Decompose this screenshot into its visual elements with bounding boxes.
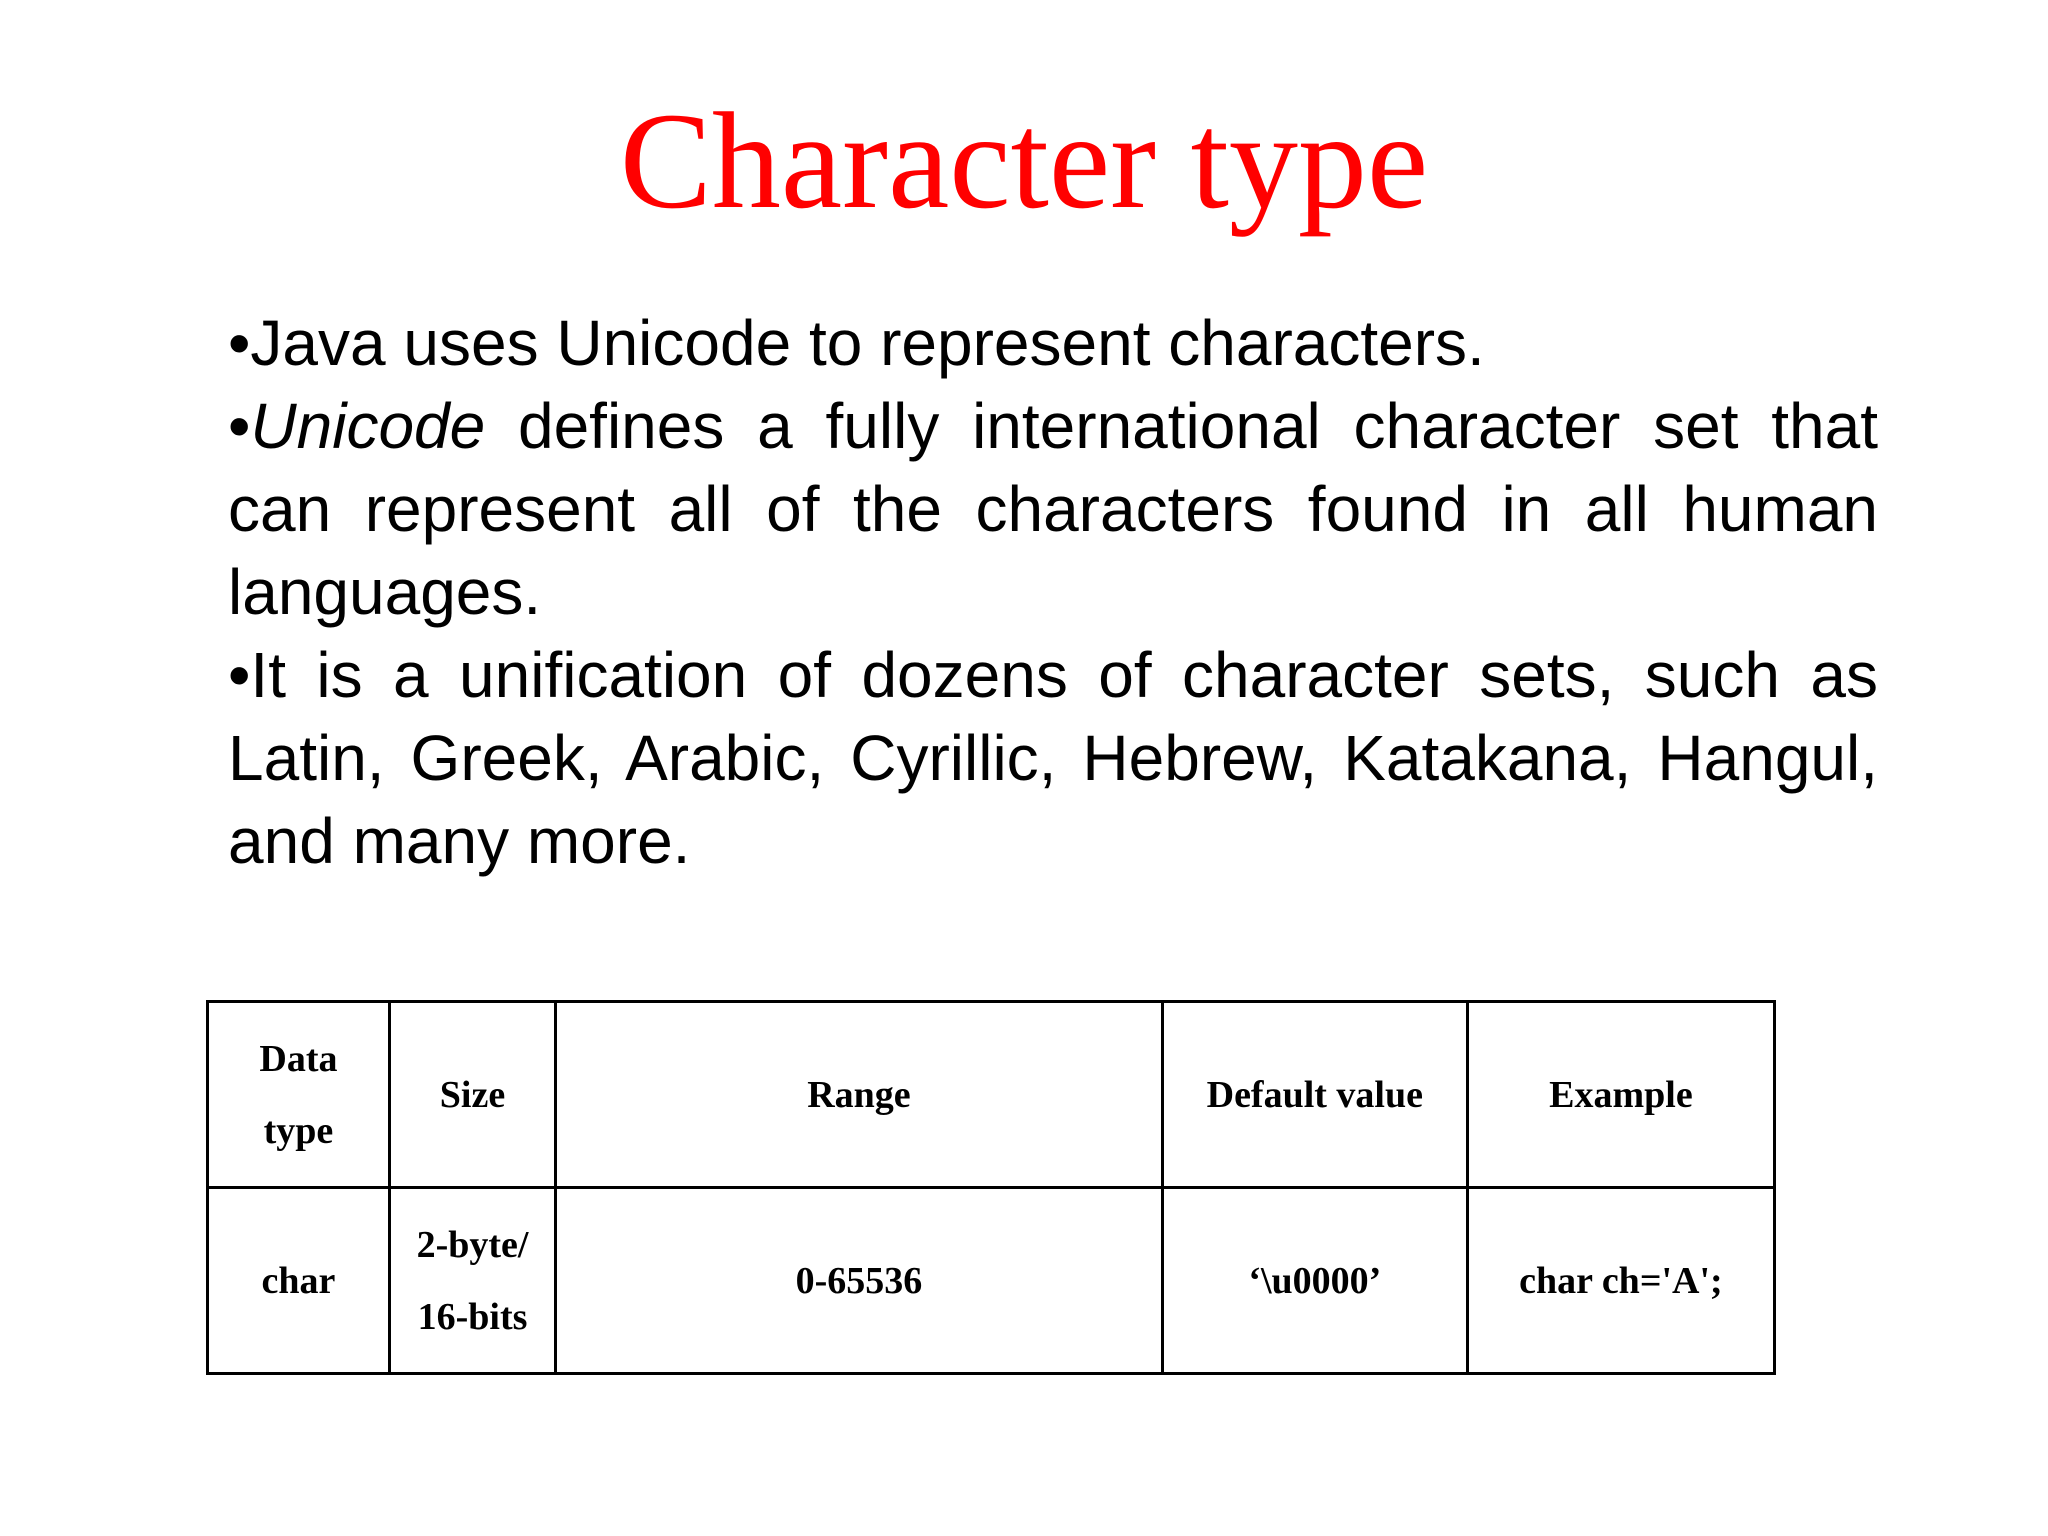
bullet-mark: • [228, 639, 251, 711]
cell-size-line2: 16-bits [417, 1295, 528, 1338]
bullet-list [228, 302, 1878, 883]
cell-default-value: ‘\u0000’ [1162, 1188, 1467, 1374]
slide-title: Character type [619, 84, 1429, 237]
bullet-item-unicode-definition [228, 385, 1878, 634]
bullet-item-unicode-usage [228, 302, 1878, 385]
cell-data-type: char [208, 1188, 390, 1374]
bullet-mark: • [228, 390, 251, 462]
char-type-table [206, 1000, 1776, 1375]
header-size: Size [389, 1002, 555, 1188]
cell-range: 0-65536 [556, 1188, 1163, 1374]
bullet-item-unification [228, 634, 1878, 883]
cell-size [389, 1188, 555, 1374]
bullet-text: It is a unification of dozens of character sets, such as Latin, Greek, Arabic, Cyrillic, Hebrew, Katakana, Hangul, and many more. [228, 639, 1878, 877]
cell-size-line1: 2-byte/ [416, 1223, 529, 1266]
header-data-type [208, 1002, 390, 1188]
header-range: Range [556, 1002, 1163, 1188]
table-row [208, 1188, 1775, 1374]
header-example: Example [1467, 1002, 1774, 1188]
header-data-type-line2: type [263, 1109, 334, 1152]
bullet-emphasis: Unicode [250, 390, 486, 462]
table-header-row [208, 1002, 1775, 1188]
cell-example: char ch='A'; [1467, 1188, 1774, 1374]
header-default-value: Default value [1162, 1002, 1467, 1188]
bullet-text: defines a fully international character set that can represent all of the characters found in all human languages. [228, 390, 1878, 628]
bullet-text: Java uses Unicode to represent characters. [250, 307, 1485, 379]
bullet-mark: • [228, 307, 251, 379]
header-data-type-line1: Data [259, 1037, 338, 1080]
